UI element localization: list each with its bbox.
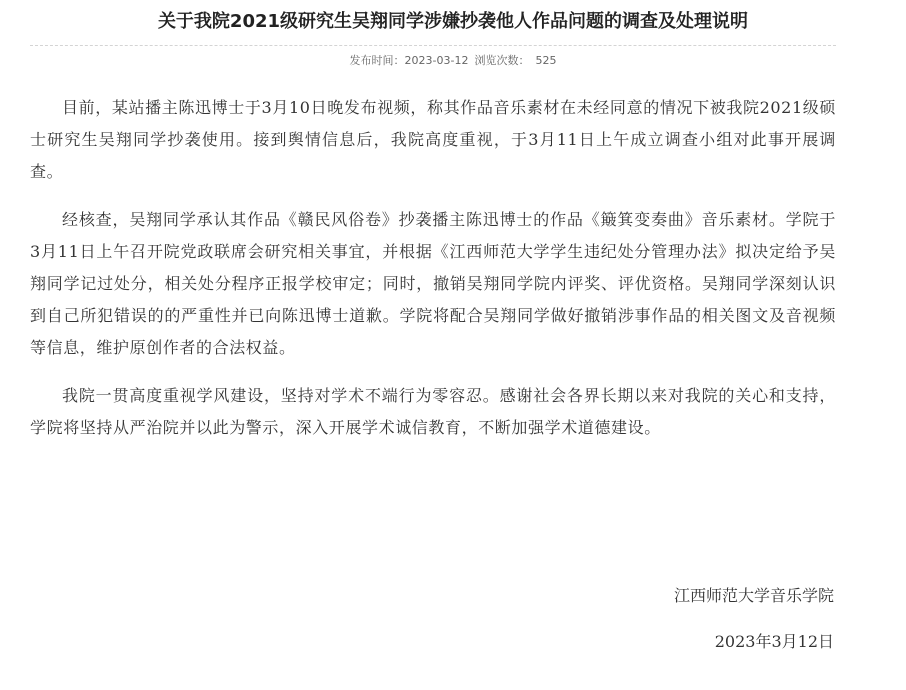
- publish-date: 2023-03-12: [404, 54, 469, 67]
- signature-date: 2023年3月12日: [714, 632, 834, 651]
- views-label: 浏览次数：: [474, 54, 530, 67]
- paragraph-closing: 我院一贯高度重视学风建设，坚持对学术不端行为零容忍。感谢社会各界长期以来对我院的关心和支持，学院将坚持从严治院并以此为警示，深入开展学术诚信教育，不断加强学术道德建设。: [30, 386, 836, 437]
- signature-organization: 江西师范大学音乐学院: [673, 586, 834, 605]
- paragraph-intro: 目前，某站播主陈迅博士于3月10日晚发布视频，称其作品音乐素材在未经同意的情况下被我院2021级硕士研究生吴翔同学抄袭使用。接到舆情信息后，我院高度重视，于3月11日上午成立调查小组对此事开展调查。: [30, 98, 836, 181]
- article-title: 关于我院2021级研究生吴翔同学涉嫌抄袭他人作品问题的调查及处理说明: [157, 11, 749, 32]
- views-count: 525: [535, 54, 557, 67]
- title-divider: [30, 45, 836, 46]
- article-meta: [30, 53, 876, 69]
- paragraph-findings: 经核查，吴翔同学承认其作品《赣民风俗卷》抄袭播主陈迅博士的作品《簸箕变奏曲》音乐素材。学院于3月11日上午召开院党政联席会研究相关事宜，并根据《江西师范大学学生违纪处分管理办法》拟决定给予吴翔同学记过处分，相关处分程序正报学校审定；同时，撤销吴翔同学院内评奖、评优资格。吴翔同学深刻认识到自己所犯错误的的严重性并已向陈迅博士道歉。学院将配合吴翔同学做好撤销涉事作品的相关图文及音视频等信息，维护原创作者的合法权益。: [30, 210, 836, 357]
- publish-time-label: 发布时间：: [349, 54, 405, 67]
- article-body: [30, 92, 836, 460]
